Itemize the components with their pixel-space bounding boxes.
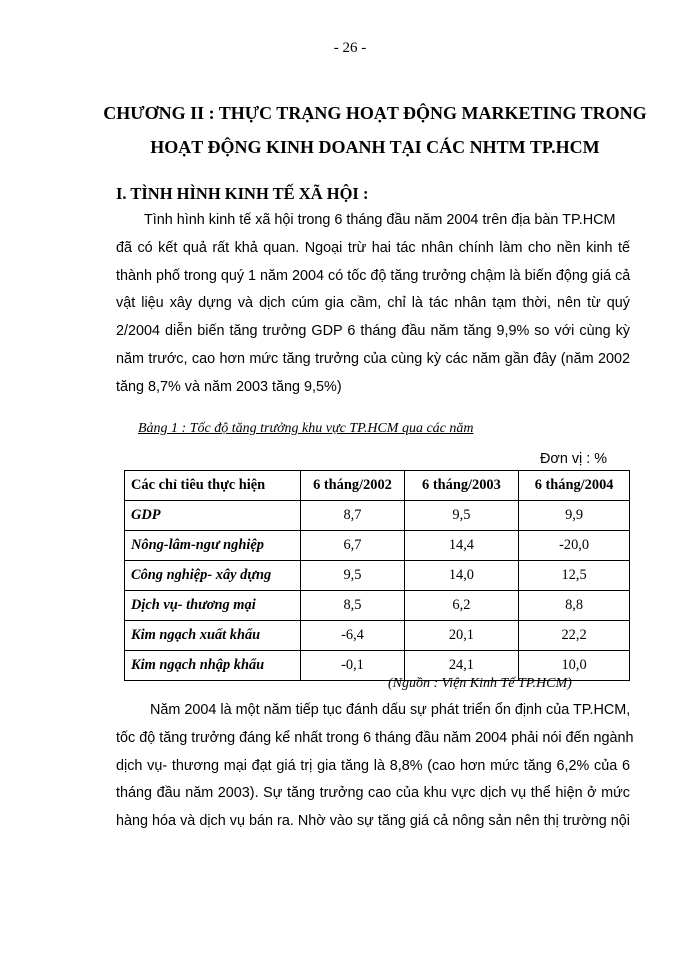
paragraph-1-line: vật liệu xây dựng và dịch cúm gia cầm, chỉ là tác nhân tạm thời, nên từ quý <box>116 295 630 312</box>
row-label: Dịch vụ- thương mại <box>125 591 301 621</box>
chapter-title <box>80 96 670 164</box>
paragraph-1-line: 2/2004 diễn biến tăng trưởng GDP 6 tháng đầu năm tăng 9,9% so với cùng kỳ <box>116 323 630 340</box>
paragraph-1 <box>116 207 630 402</box>
value-2002: 6,7 <box>301 531 404 561</box>
table-header-cell: 6 tháng/2003 <box>404 471 519 501</box>
paragraph-2-line: tốc độ tăng trưởng đáng kể nhất trong 6 tháng đầu năm 2004 phải nói đến ngành <box>116 729 634 746</box>
table-row <box>125 591 630 621</box>
row-label: Kim ngạch nhập khẩu <box>125 651 301 681</box>
table-header-cell: 6 tháng/2004 <box>519 471 630 501</box>
paragraph-1-line: tăng 8,7% và năm 2003 tăng 9,5%) <box>116 378 342 395</box>
chapter-title-line-2: HOẠT ĐỘNG KINH DOANH TẠI CÁC NHTM TP.HCM <box>150 137 600 157</box>
table-header-cell: 6 tháng/2002 <box>301 471 404 501</box>
unit-label: Đơn vị : % <box>540 451 608 467</box>
value-2003: 14,0 <box>404 561 519 591</box>
paragraph-1-line: Tình hình kinh tế xã hội trong 6 tháng đầu năm 2004 trên địa bàn TP.HCM <box>144 212 616 228</box>
paragraph-2-line: Năm 2004 là một năm tiếp tục đánh dấu sự phát triển ổn định của TP.HCM, <box>150 702 631 718</box>
growth-table <box>124 470 630 681</box>
value-2003: 14,4 <box>404 531 519 561</box>
value-2004: 9,9 <box>519 501 630 531</box>
paragraph-1-line: đã có kết quả rất khả quan. Ngoại trừ hai tác nhân chính làm cho nền kinh tế <box>116 239 630 256</box>
paragraph-2-line: tháng đầu năm 2003). Sự tăng trưởng cao của khu vực dịch vụ thể hiện ở mức <box>116 785 630 802</box>
paragraph-2-line: dịch vụ- thương mại đạt giá trị gia tăng là 8,8% (cao hơn mức tăng 6,2% của 6 <box>116 757 630 774</box>
table-row <box>125 531 630 561</box>
value-2003: 6,2 <box>404 591 519 621</box>
value-2002: -6,4 <box>301 621 404 651</box>
row-label: Nông-lâm-ngư nghiệp <box>125 531 301 561</box>
paragraph-1-line: thành phố trong quý 1 năm 2004 có tốc độ tăng trưởng chậm là biến động giá cả <box>116 267 631 284</box>
table-header-cell: Các chỉ tiêu thực hiện <box>125 471 301 501</box>
value-2004: -20,0 <box>519 531 630 561</box>
value-2004: 12,5 <box>519 561 630 591</box>
table-header-row <box>125 471 630 501</box>
paragraph-2 <box>116 697 634 836</box>
table-caption: Bảng 1 : Tốc độ tăng trưởng khu vực TP.HCM qua các năm <box>138 421 474 436</box>
table-row <box>125 621 630 651</box>
paragraph-1-line: năm trước, cao hơn mức tăng trưởng của cùng kỳ các năm gần đây (năm 2002 <box>116 350 630 367</box>
value-2003: 9,5 <box>404 501 519 531</box>
value-2002: 8,7 <box>301 501 404 531</box>
value-2004: 8,8 <box>519 591 630 621</box>
source-note: (Nguồn : Viện Kinh Tế TP.HCM) <box>388 676 572 691</box>
value-2004: 22,2 <box>519 621 630 651</box>
value-2002: 9,5 <box>301 561 404 591</box>
table-row <box>125 501 630 531</box>
row-label: Kim ngạch xuất khẩu <box>125 621 301 651</box>
value-2004: 10,0 <box>519 651 630 681</box>
section-heading: I. TÌNH HÌNH KINH TẾ XÃ HỘI : <box>116 184 369 203</box>
row-label: GDP <box>125 501 301 531</box>
value-2002: 8,5 <box>301 591 404 621</box>
paragraph-2-line: hàng hóa và dịch vụ bán ra. Nhờ vào sự tăng giá cả nông sản nên thị trường nội <box>116 813 630 830</box>
table-row <box>125 561 630 591</box>
chapter-title-line-1: CHƯƠNG II : THỰC TRẠNG HOẠT ĐỘNG MARKETING TRONG <box>103 103 647 123</box>
row-label: Công nghiệp- xây dựng <box>125 561 301 591</box>
value-2002: -0,1 <box>301 651 404 681</box>
value-2003: 24,1 <box>404 651 519 681</box>
value-2003: 20,1 <box>404 621 519 651</box>
page-number: - 26 - <box>333 40 367 56</box>
